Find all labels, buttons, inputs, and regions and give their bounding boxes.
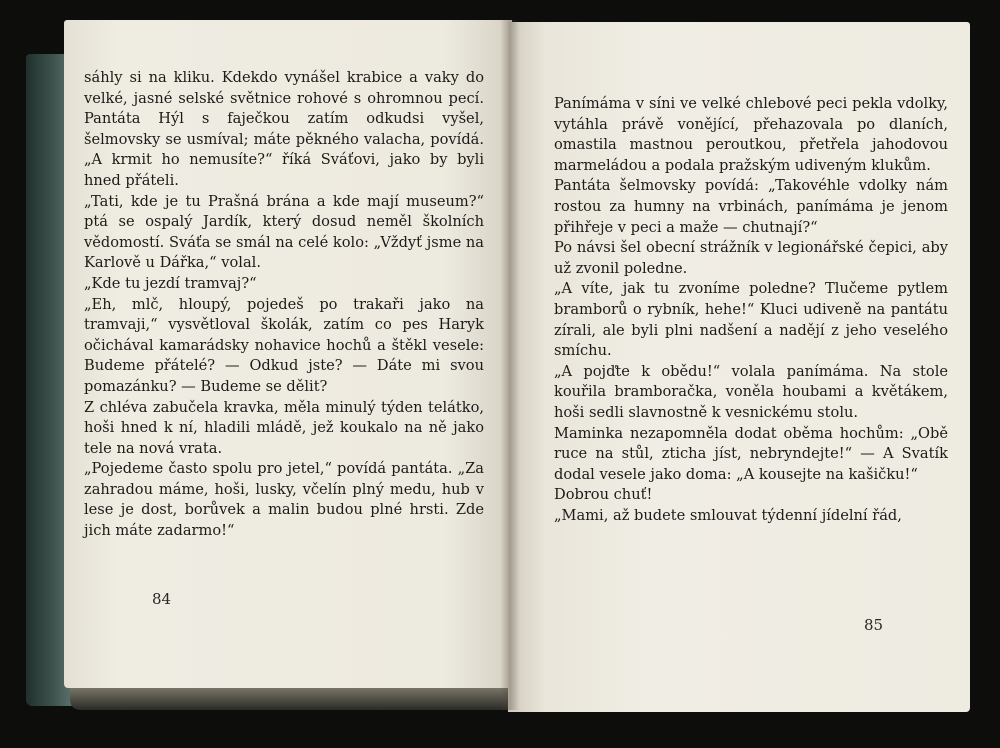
left-paragraph-3: „Kde tu jezdí tramvaj?“	[84, 274, 257, 292]
left-paragraph-6: „Pojedeme často spolu pro jetel,“ povídá pantáta. „Za zahradou máme, hoši, lusky, včelín plný medu, hub v lese je dost, borůvek a malin budou plné hrsti. Zde jich máte zadarmo!“	[84, 460, 484, 540]
left-paragraph-1: sáhly si na kliku. Kdekdo vynášel krabice a vaky do velké, jasné selské světnice rohové s ohromnou pecí. Pantáta Hýl s faječkou zatím odkudsi vyšel, šelmovsky se usmíval; máte pěkného valacha, povídá. „A krmit ho nemusíte?“ říká Sváťovi, jako by byli hned přáteli.	[84, 69, 484, 189]
right-paragraph-3: Po návsi šel obecní strážník v legionářské čepici, aby už zvonil poledne.	[554, 239, 948, 277]
right-paragraph-1: Panímáma v síni ve velké chlebové peci pekla vdolky, vytáhla právě vonějící, přehazovala po dlaních, omastila mastnou peroutkou, přetřela jahodovou marmeládou a podala pražským udiveným klukům.	[554, 95, 948, 174]
right-paragraph-8: „Mami, až budete smlouvat týdenní jídelní řád,	[554, 506, 902, 524]
right-paragraph-4: „A víte, jak tu zvoníme poledne? Tlučeme pytlem bramborů o rybník, hehe!“ Kluci udiveně na pantátu zírali, ale byli plni nadšení a nadějí z jeho veselého smíchu.	[554, 280, 948, 360]
left-page-number: 84	[152, 590, 172, 608]
right-paragraph-2: Pantáta šelmovsky povídá: „Takovéhle vdolky nám rostou za humny na vrbinách, panímáma je jenom přihřeje v peci a maže — chutnají?“	[554, 177, 948, 236]
right-paragraph-5: „A pojďte k obědu!“ volala panímáma. Na stole kouřila bramboračka, voněla houbami a květákem, hoši sedli slavnostně k vesnickému stolu.	[554, 362, 948, 421]
right-page-text	[554, 94, 948, 526]
left-paragraph-2: „Tati, kde je tu Prašná brána a kde mají museum?“ ptá se ospalý Jardík, který dosud neměl školních vědomostí. Sváťa se smál na celé kolo: „Vždyť jsme na Karlově u Dářka,“ volal.	[84, 192, 484, 272]
right-paragraph-6: Maminka nezapomněla dodat oběma hochům: „Obě ruce na stůl, zticha jíst, nebryndejte!“ — A Svatík dodal vesele jako doma: „A kousejte na kašičku!“	[554, 424, 948, 483]
right-page-number: 85	[864, 616, 884, 634]
right-paragraph-7: Dobrou chuť!	[554, 486, 653, 504]
left-paragraph-4: „Eh, mlč, hloupý, pojedeš po trakaři jako na tramvaji,“ vysvětloval školák, zatím co pes Haryk očichával kamarádsky nohavice hochů a štěkl vesele: Budeme přátelé? — Odkud jste? — Dáte mi svou pomazánku? — Budeme se dělit?	[84, 295, 484, 395]
left-paragraph-5: Z chléva zabučela kravka, měla minulý týden telátko, hoši hned k ní, hladili mládě, jež koukalo na ně jako tele na nová vrata.	[84, 398, 484, 457]
left-page-text	[84, 68, 484, 542]
book-gutter	[500, 20, 520, 710]
